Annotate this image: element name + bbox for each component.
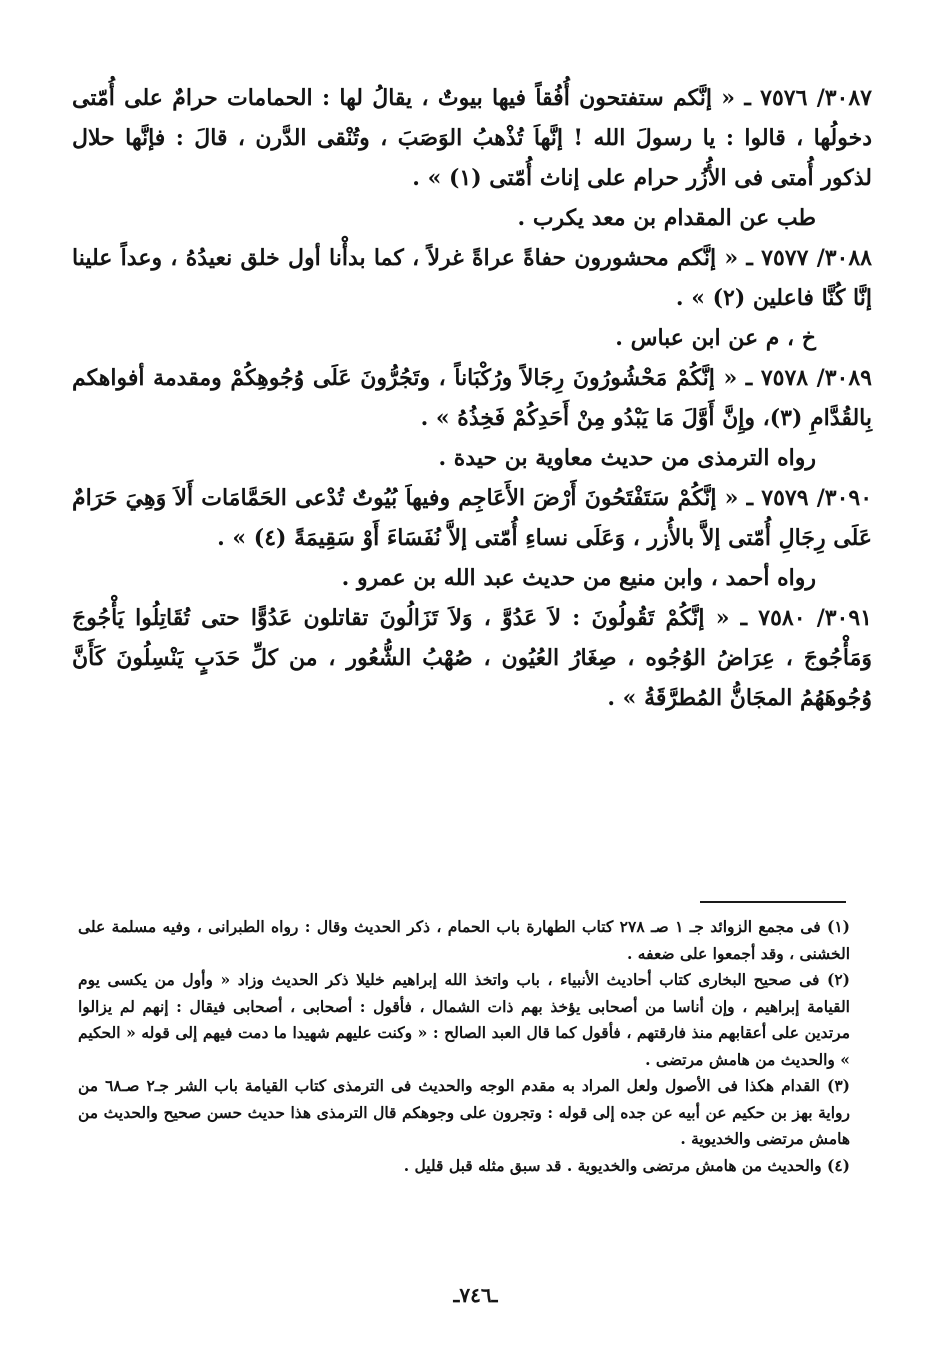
- hadith-source-3090: [72, 558, 872, 598]
- footnote-4: (٤) والحديث من هامش مرتضى والخديوية . قد سبق مثله قبل قليل .: [403, 1155, 850, 1175]
- hadith-entry-3091: [72, 598, 872, 718]
- hadith-entry-3087: [72, 78, 872, 198]
- hadith-entry-3090: [72, 478, 872, 558]
- hadith-text: ٣٠٨٨/ ٧٥٧٧ ـ « إنَّكم محشورون حفاةً عراةً غرلاً ، كما بدأْنا أول خلق نعيدُهُ ، وعداً علينا إنَّا كُنَّا فاعلين (٢) » .: [72, 245, 872, 311]
- footnote-1: (١) فى مجمع الزوائد جـ ١ صـ ٢٧٨ كتاب الطهارة باب الحمام ، ذكر الحديث وقال : رواه الطبرانى ، وفيه مسلمة على الخشنى ، وقد أجمعوا على ضعفه .: [78, 917, 850, 963]
- source-text: طب عن المقدام بن معد يكرب .: [517, 205, 816, 231]
- hadith-text: ٣٠٩١/ ٧٥٨٠ ـ « إنَّكُمْ تَقُولُونَ : لاَ عَدُوَّ ، وَلاَ تَزَالُونَ تقاتلون عَدُوًّا حتى تُقَاتِلُوا يَأْجُوجَ وَمَأْجُوجَ ، عِرَاضُ الوُجُوه ، صِغَارُ العُيُون ، صُهْبُ الشُّعُور ، من كلِّ حَدَبٍ يَنْسِلُونَ كَأَنَّ وُجُوهَهُمُ المجَانُّ المُطرَّقَةُ » .: [72, 605, 872, 711]
- hadith-source-3088: [72, 318, 872, 358]
- hadith-entry-3089: [72, 358, 872, 438]
- footnotes: [78, 914, 850, 1179]
- source-text: خ ، م عن ابن عباس .: [615, 325, 816, 351]
- source-text: رواه الترمذى من حديث معاوية بن حيدة .: [438, 445, 816, 471]
- footnote-separator: [700, 901, 846, 903]
- footnote-3: (٣) القدام هكذا فى الأصول ولعل المراد به مقدم الوجه والحديث فى الترمذى كتاب القيامة باب الشر جـ٢ صـ٦٨ من رواية بهز بن حكيم عن أبيه عن جده إلى قوله : وتجرون على وجوهكم قال الترمذى هذا حديث حسن صحيح والحديث من هامش مرتضى والخديوية .: [78, 1076, 850, 1148]
- page-number: ـ٧٤٦ـ: [453, 1283, 498, 1307]
- hadith-text: ٣٠٨٩/ ٧٥٧٨ ـ « إنَّكُمْ مَحْشُورُونَ رِجَالاً ورُكْبَاناً ، وتَجُرُّونَ عَلَى وُجُوهِكُمْ ومقدمة أفواهكم بِالقُدَّامِ (٣)، وإِنَّ أَوَّلَ مَا يَبْدُو مِنْ أَحَدِكُمْ فَخِذُهُ » .: [72, 365, 872, 431]
- footnote-2: (٢) فى صحيح البخارى كتاب أحاديث الأنبياء ، باب واتخذ الله إبراهيم خليلا ذكر الحديث وزاد « وأول من يكسى يوم القيامة إبراهيم ، وإن أناسا من أصحابى يؤخذ بهم ذات الشمال ، فأقول : أصحابى ، أصحابى فيقال : إنهم لم يزالوا مرتدين على أعقابهم منذ فارقتهم ، فأقول كما قال العبد الصالح : « وكنت عليهم شهيدا ما دمت فيهم إلى قوله « الحكيم » والحديث من هامش مرتضى .: [78, 970, 850, 1069]
- main-text: [72, 78, 872, 718]
- source-text: رواه أحمد ، وابن منيع من حديث عبد الله بن عمرو .: [341, 565, 816, 591]
- hadith-text: ٣٠٩٠/ ٧٥٧٩ ـ « إنَّكُمْ سَتَفْتَحُونَ أَرْضَ الأَعَاجِم وفيهاَ بُيُوتٌ تُدْعى الحَمَّامَات أَلاَ وَهِيَ حَرَامٌ عَلَى رِجَالِ أُمّتى إلاَّ بالأُزر ، وَعَلَى نساءِ أُمّتى إلاَّ نُفَسَاءَ أَوْ سَقِيمَةً (٤) » .: [72, 485, 873, 551]
- hadith-source-3087: [72, 198, 872, 238]
- hadith-entry-3088: [72, 238, 872, 318]
- hadith-text: ٣٠٨٧/ ٧٥٧٦ ـ « إنَّكم ستفتحون أُفُقاً فيها بيوتٌ ، يقالُ لها : الحمامات حرامٌ على أُمّتى دخولُها ، قالوا : يا رسولَ الله ! إنَّهاَ تُذْهبُ الوَصَبَ ، وتُنْقى الدَّرن ، قالَ : فإنَّها حلال لذكور أُمتى فى الأُزُر حرام على إناث أُمّتى (١) » .: [72, 85, 872, 191]
- hadith-source-3089: [72, 438, 872, 478]
